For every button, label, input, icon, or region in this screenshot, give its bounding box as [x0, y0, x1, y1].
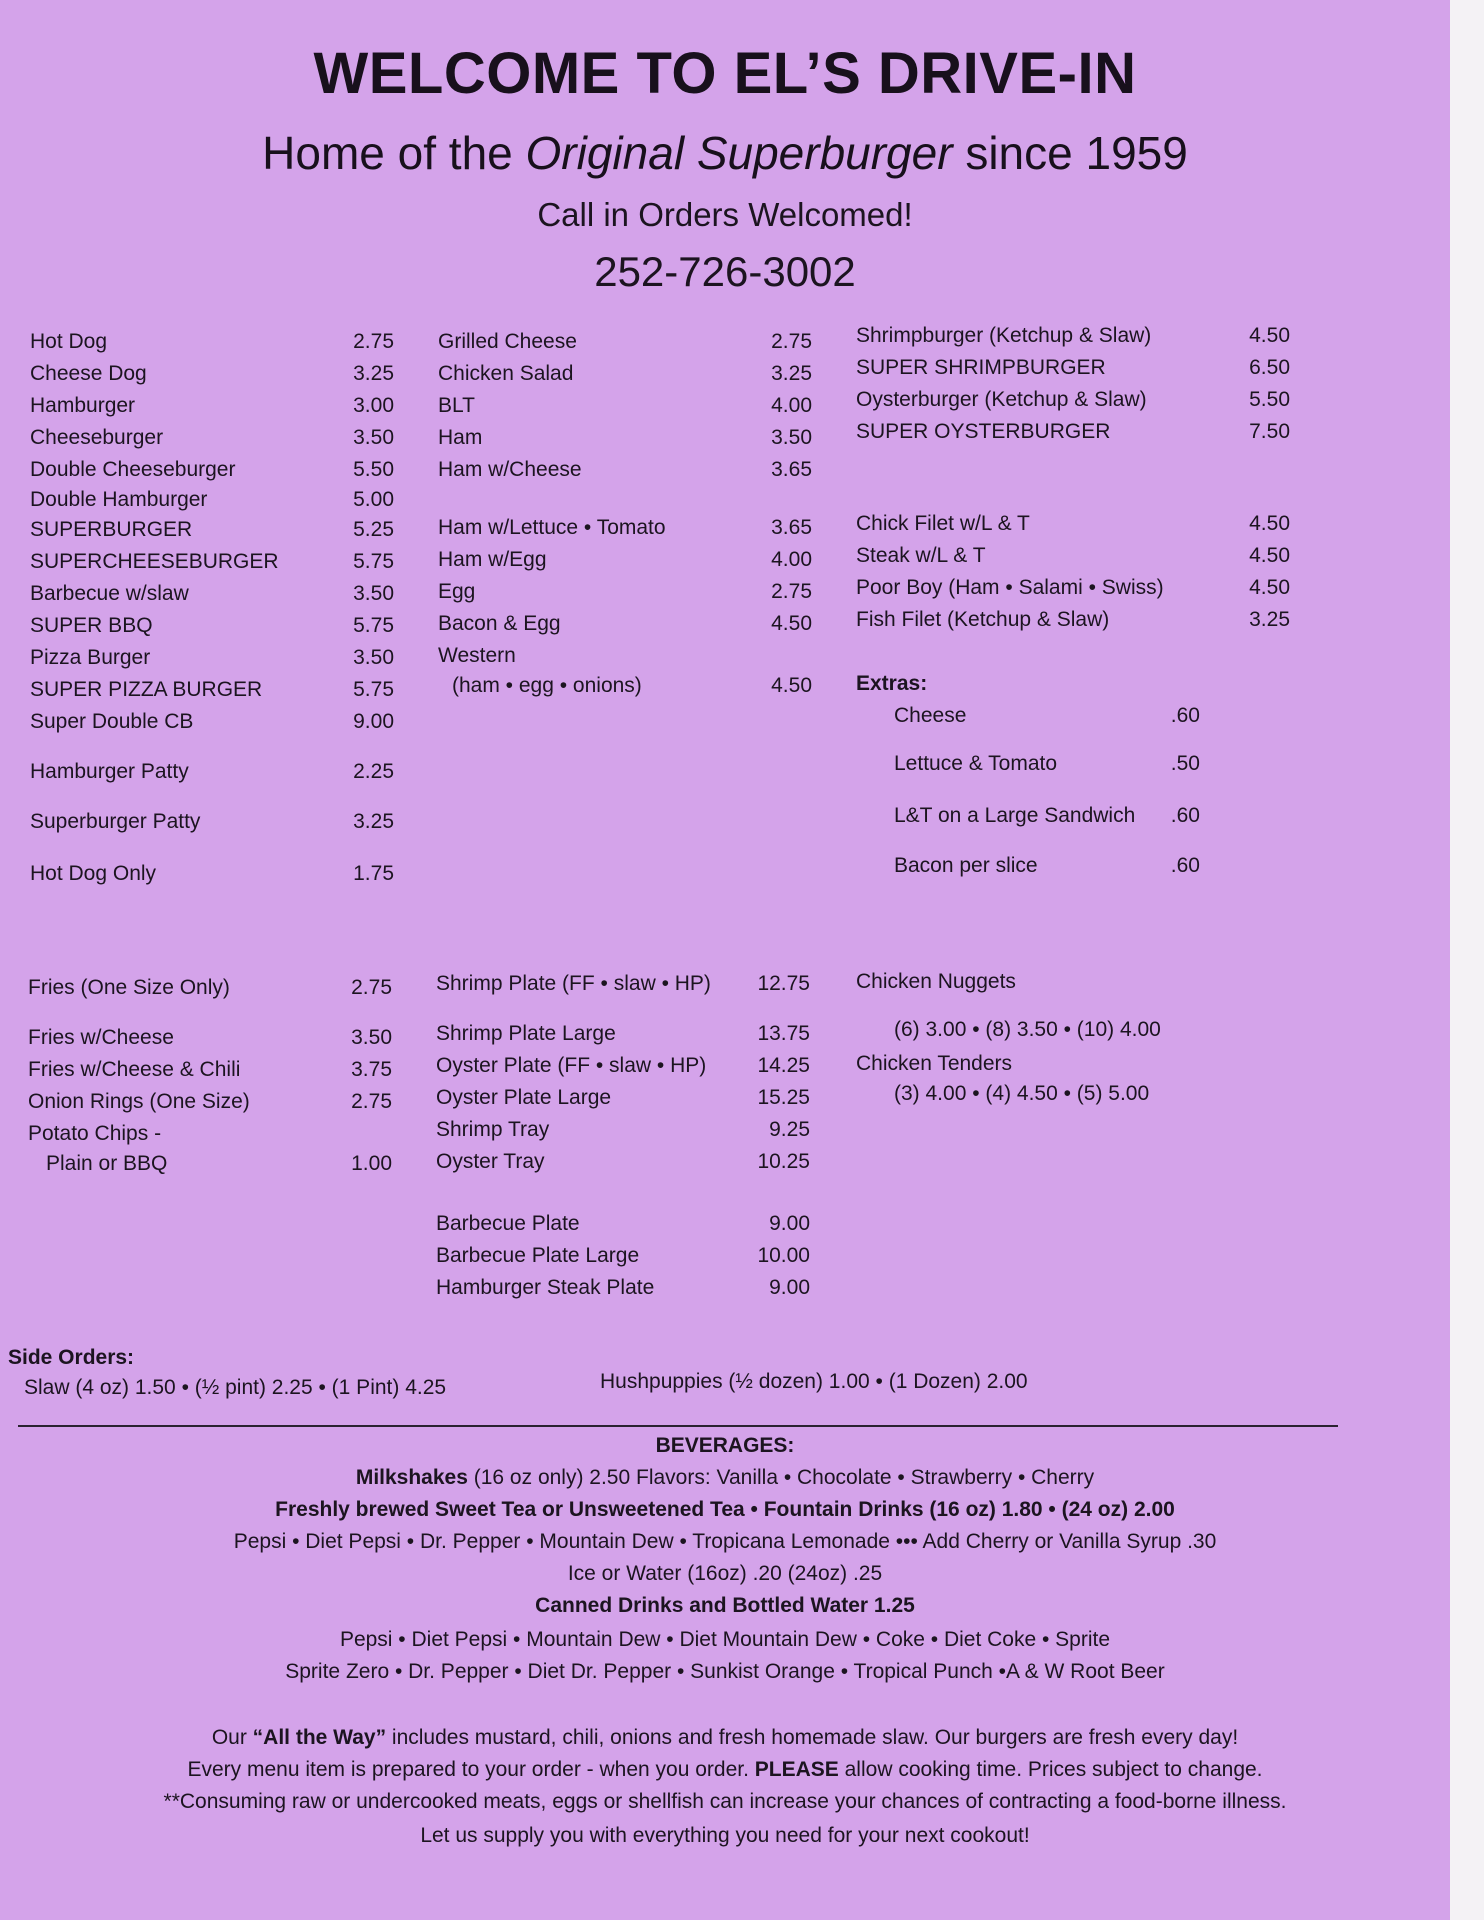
- item-name: Oyster Plate Large: [436, 1086, 612, 1109]
- extras-heading: Extras:: [856, 672, 928, 695]
- item-price: 5.50: [1249, 388, 1290, 411]
- fountain-line: Pepsi • Diet Pepsi • Dr. Pepper • Mountain Dew • Tropicana Lemonade ••• Add Cherry or Vanilla Syrup .30: [233, 1530, 1217, 1553]
- item-price: 3.25: [353, 362, 394, 385]
- cooking-time-note: [0, 1758, 1450, 1782]
- item-name: Western: [438, 644, 516, 667]
- item-name: SUPER PIZZA BURGER: [30, 678, 263, 701]
- item-name: Oysterburger (Ketchup & Slaw): [856, 388, 1147, 411]
- chicken-tenders-label: Chicken Tenders: [856, 1052, 1013, 1075]
- item-price: 4.50: [771, 674, 812, 697]
- item-price: 5.75: [353, 678, 394, 701]
- item-price: 3.65: [771, 458, 812, 481]
- item-name: Shrimp Plate Large: [436, 1022, 616, 1045]
- item-price: 3.50: [353, 646, 394, 669]
- menu-subtitle: [0, 126, 1450, 180]
- item-name: Double Cheeseburger: [30, 458, 236, 481]
- item-name: Barbecue w/slaw: [30, 582, 189, 605]
- note-emphasis: PLEASE: [754, 1758, 839, 1781]
- item-price: 15.25: [757, 1086, 810, 1109]
- item-name: Oyster Plate (FF • slaw • HP): [436, 1054, 707, 1077]
- canned-list-2: Sprite Zero • Dr. Pepper • Diet Dr. Pepper • Sunkist Orange • Tropical Punch •A & W Root Beer: [285, 1660, 1165, 1683]
- item-price: 3.50: [353, 426, 394, 449]
- item-price: 4.50: [1249, 544, 1290, 567]
- milkshakes-details: (16 oz only) 2.50 Flavors: Vanilla • Chocolate • Strawberry • Cherry: [467, 1466, 1095, 1489]
- section-divider: [18, 1425, 1338, 1427]
- item-price: 5.25: [353, 518, 394, 541]
- item-price: 9.00: [353, 710, 394, 733]
- item-name: Grilled Cheese: [438, 330, 577, 353]
- page-margin: [1450, 0, 1484, 1920]
- phone-number: 252-726-3002: [594, 248, 856, 295]
- beverages-heading: BEVERAGES:: [655, 1434, 795, 1457]
- item-name: Ham w/Lettuce • Tomato: [438, 516, 666, 539]
- item-price: 2.75: [771, 330, 812, 353]
- call-in-note: Call in Orders Welcomed!: [537, 196, 913, 233]
- item-price: .50: [1170, 752, 1200, 775]
- item-name: Poor Boy (Ham • Salami • Swiss): [856, 576, 1164, 599]
- item-name: Onion Rings (One Size): [28, 1090, 250, 1113]
- subtitle-emphasis: Original Superburger: [525, 127, 953, 179]
- item-name: SUPER BBQ: [30, 614, 153, 637]
- item-name: (ham • egg • onions): [452, 674, 642, 697]
- item-name: Superburger Patty: [30, 810, 201, 833]
- item-price: .60: [1170, 704, 1200, 727]
- item-name: Bacon & Egg: [438, 612, 561, 635]
- item-name: Chick Filet w/L & T: [856, 512, 1030, 535]
- side-orders-heading: Side Orders:: [8, 1346, 135, 1369]
- item-name: SUPERCHEESEBURGER: [30, 550, 279, 573]
- item-name: Shrimp Plate (FF • slaw • HP): [436, 972, 711, 995]
- item-name: Pizza Burger: [30, 646, 151, 669]
- item-price: 14.25: [757, 1054, 810, 1077]
- item-name: SUPER SHRIMPBURGER: [856, 356, 1106, 379]
- item-price: 3.50: [353, 582, 394, 605]
- canned-list-1: Pepsi • Diet Pepsi • Mountain Dew • Diet Mountain Dew • Coke • Diet Coke • Sprite: [339, 1628, 1111, 1651]
- slaw-prices: Slaw (4 oz) 1.50 • (½ pint) 2.25 • (1 Pint) 4.25: [24, 1376, 447, 1399]
- item-name: Ham: [438, 426, 483, 449]
- item-name: SUPERBURGER: [30, 518, 193, 541]
- item-price: 4.00: [771, 394, 812, 417]
- item-price: 4.50: [1249, 324, 1290, 347]
- item-name: Cheese Dog: [30, 362, 147, 385]
- item-price: 3.65: [771, 516, 812, 539]
- milkshakes-line: [0, 1466, 1450, 1490]
- item-price: 1.75: [353, 862, 394, 885]
- item-price: 9.00: [769, 1212, 810, 1235]
- item-name: Hot Dog: [30, 330, 108, 353]
- item-name: Oyster Tray: [436, 1150, 545, 1173]
- note-text: Our: [211, 1726, 253, 1749]
- item-name: Steak w/L & T: [856, 544, 986, 567]
- item-name: Chicken Salad: [438, 362, 574, 385]
- item-price: 4.00: [771, 548, 812, 571]
- item-name: Fries w/Cheese: [28, 1026, 174, 1049]
- item-price: 4.50: [1249, 576, 1290, 599]
- chicken-nuggets-label: Chicken Nuggets: [856, 970, 1016, 993]
- item-price: 3.25: [771, 362, 812, 385]
- item-name: Fries w/Cheese & Chili: [28, 1058, 241, 1081]
- tea-line: Freshly brewed Sweet Tea or Unsweetened Tea • Fountain Drinks (16 oz) 1.80 • (24 oz) 2.00: [275, 1498, 1175, 1521]
- item-name: Potato Chips -: [28, 1122, 162, 1145]
- item-price: 2.75: [353, 330, 394, 353]
- item-name: Double Hamburger: [30, 488, 208, 511]
- item-price: 4.50: [771, 612, 812, 635]
- item-price: 13.75: [757, 1022, 810, 1045]
- item-name: Barbecue Plate Large: [436, 1244, 640, 1267]
- chicken-tenders-prices: (3) 4.00 • (4) 4.50 • (5) 5.00: [894, 1082, 1150, 1105]
- item-price: 2.25: [353, 760, 394, 783]
- item-name: Hamburger: [30, 394, 136, 417]
- item-price: 3.50: [771, 426, 812, 449]
- note-text-end: allow cooking time. Prices subject to change.: [838, 1758, 1263, 1781]
- item-price: 2.75: [351, 976, 392, 999]
- ice-water-line: Ice or Water (16oz) .20 (24oz) .25: [567, 1562, 883, 1585]
- item-name: Ham w/Cheese: [438, 458, 582, 481]
- item-price: 12.75: [757, 972, 810, 995]
- item-price: 2.75: [771, 580, 812, 603]
- subtitle-text: Home of the: [262, 127, 526, 179]
- item-name: Hamburger Steak Plate: [436, 1276, 655, 1299]
- item-name: Shrimp Tray: [436, 1118, 550, 1141]
- item-name: Barbecue Plate: [436, 1212, 580, 1235]
- item-name: Shrimpburger (Ketchup & Slaw): [856, 324, 1152, 347]
- item-name: Hamburger Patty: [30, 760, 189, 783]
- menu-title: WELCOME TO EL’S DRIVE-IN: [313, 41, 1137, 106]
- item-name: Egg: [438, 580, 476, 603]
- item-price: .60: [1170, 804, 1200, 827]
- item-price: 9.25: [769, 1118, 810, 1141]
- hushpuppies-prices: Hushpuppies (½ dozen) 1.00 • (1 Dozen) 2.00: [600, 1370, 1028, 1393]
- item-price: 3.50: [351, 1026, 392, 1049]
- item-name: Plain or BBQ: [46, 1152, 168, 1175]
- item-price: 3.25: [1249, 608, 1290, 631]
- item-price: 3.00: [353, 394, 394, 417]
- item-name: Lettuce & Tomato: [894, 752, 1058, 775]
- item-price: 1.00: [351, 1152, 392, 1175]
- chicken-nuggets-prices: (6) 3.00 • (8) 3.50 • (10) 4.00: [894, 1018, 1161, 1041]
- item-price: 3.25: [353, 810, 394, 833]
- item-price: .60: [1170, 854, 1200, 877]
- item-price: 2.75: [351, 1090, 392, 1113]
- item-name: SUPER OYSTERBURGER: [856, 420, 1111, 443]
- item-name: Cheeseburger: [30, 426, 164, 449]
- note-text-end: includes mustard, chili, onions and fresh homemade slaw. Our burgers are fresh every day!: [386, 1726, 1239, 1749]
- item-price: 5.75: [353, 614, 394, 637]
- item-price: 9.00: [769, 1276, 810, 1299]
- item-name: Ham w/Egg: [438, 548, 547, 571]
- food-safety-warning: **Consuming raw or undercooked meats, eggs or shellfish can increase your chances of contracting a food-borne illness.: [163, 1790, 1287, 1813]
- item-price: 4.50: [1249, 512, 1290, 535]
- item-name: Hot Dog Only: [30, 862, 157, 885]
- item-name: Super Double CB: [30, 710, 194, 733]
- cookout-note: Let us supply you with everything you need for your next cookout!: [420, 1824, 1030, 1847]
- item-name: Bacon per slice: [894, 854, 1038, 877]
- item-name: Fish Filet (Ketchup & Slaw): [856, 608, 1110, 631]
- milkshakes-label: Milkshakes: [355, 1466, 468, 1489]
- item-name: L&T on a Large Sandwich: [894, 804, 1136, 827]
- item-price: 5.00: [353, 488, 394, 511]
- item-name: Fries (One Size Only): [28, 976, 230, 999]
- item-price: 10.00: [757, 1244, 810, 1267]
- item-price: 6.50: [1249, 356, 1290, 379]
- item-price: 7.50: [1249, 420, 1290, 443]
- all-the-way-note: [0, 1726, 1450, 1750]
- item-name: Cheese: [894, 704, 967, 727]
- canned-drinks-line: Canned Drinks and Bottled Water 1.25: [535, 1594, 915, 1617]
- note-emphasis: “All the Way”: [252, 1726, 387, 1749]
- item-price: 10.25: [757, 1150, 810, 1173]
- note-text: Every menu item is prepared to your order - when you order.: [187, 1758, 755, 1781]
- item-name: BLT: [438, 394, 475, 417]
- item-price: 5.75: [353, 550, 394, 573]
- item-price: 3.75: [351, 1058, 392, 1081]
- subtitle-text-end: since 1959: [952, 127, 1188, 179]
- item-price: 5.50: [353, 458, 394, 481]
